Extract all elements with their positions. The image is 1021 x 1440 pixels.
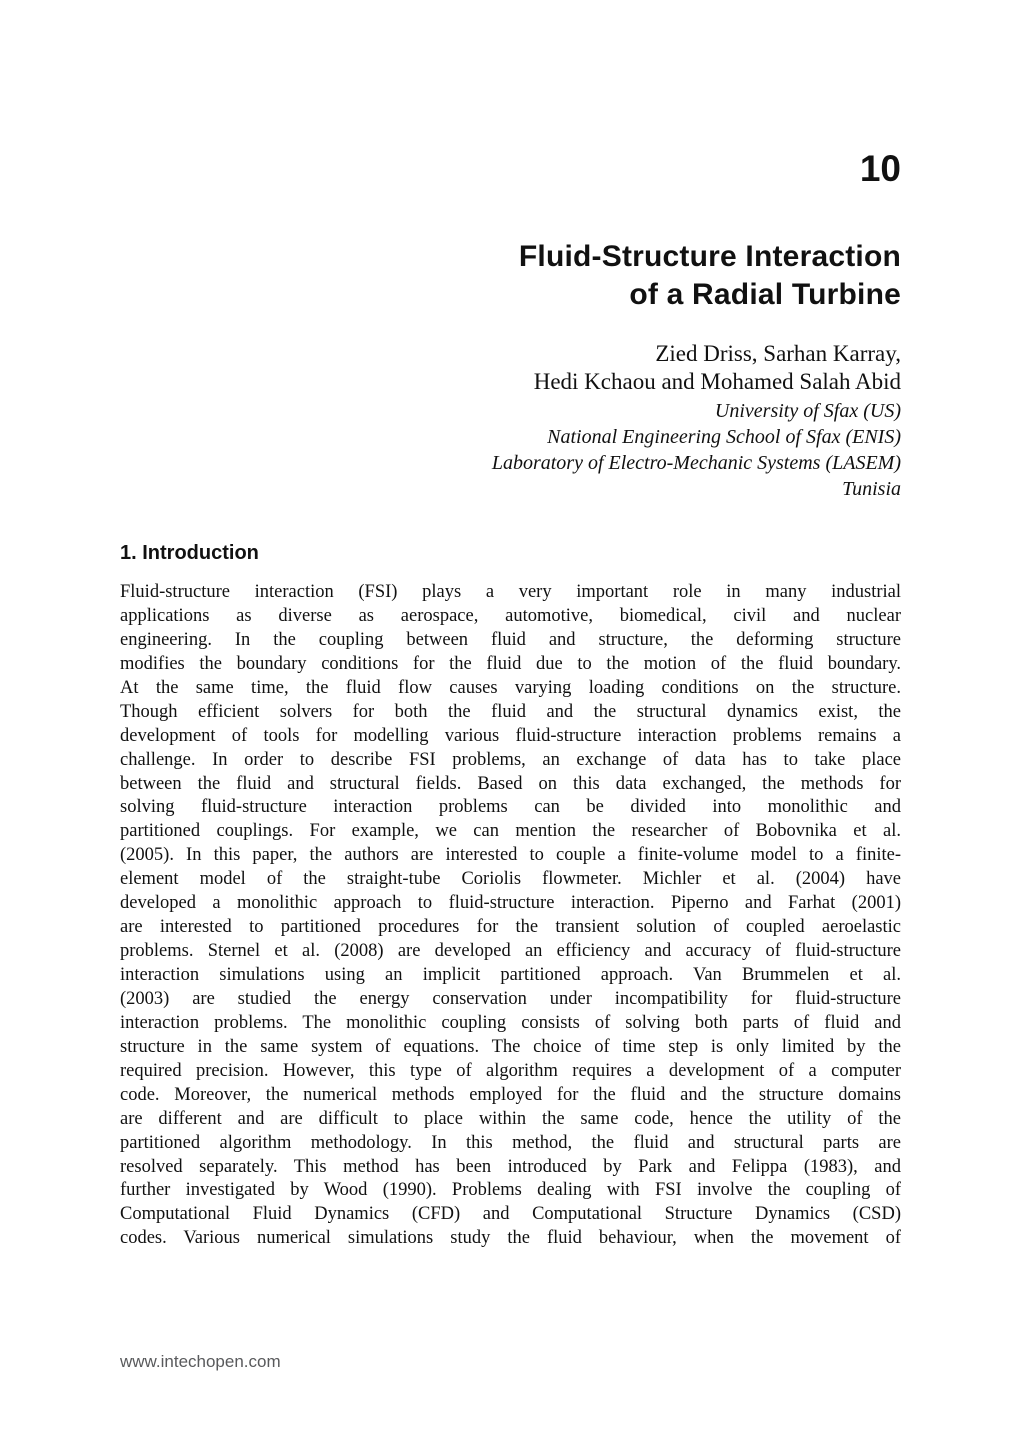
paragraph-line: are different and are difficult to place within the same code, hence the utility of the (120, 1108, 901, 1129)
paragraph-line: resolved separately. This method has been introduced by Park and Felippa (1983), and (120, 1156, 901, 1177)
affiliation-list (120, 398, 901, 502)
chapter-title-line: Fluid-Structure Interaction (518, 240, 901, 273)
introduction-paragraph (120, 581, 901, 1251)
chapter-title-line: of a Radial Turbine (629, 278, 901, 311)
affiliation-line: National Engineering School of Sfax (ENIS) (547, 426, 901, 448)
paragraph-line: At the same time, the fluid flow causes varying loading conditions on the structure. (120, 677, 901, 698)
author-line: Zied Driss, Sarhan Karray, (655, 341, 901, 366)
paragraph-line: are interested to partitioned procedures for the transient solution of coupled aeroelastic (120, 917, 901, 938)
paragraph-line: structure in the same system of equations. The choice of time step is only limited by the (120, 1036, 901, 1057)
paragraph-line: partitioned algorithm methodology. In this method, the fluid and structural parts are (120, 1132, 901, 1153)
paragraph-line: partitioned couplings. For example, we can mention the researcher of Bobovnika et al. (120, 821, 901, 842)
paragraph-line: between the fluid and structural fields. Based on this data exchanged, the methods for (120, 773, 901, 794)
paragraph-line: codes. Various numerical simulations study the fluid behaviour, when the movement of (120, 1228, 901, 1249)
paragraph-line: (2005). In this paper, the authors are interested to couple a finite-volume model to a finite- (120, 845, 901, 866)
footer-link[interactable]: www.intechopen.com (120, 1352, 281, 1371)
paragraph-line: development of tools for modelling various fluid-structure interaction problems remains a (120, 725, 901, 746)
paragraph-line: Though efficient solvers for both the fluid and the structural dynamics exist, the (120, 701, 901, 722)
paragraph-line: engineering. In the coupling between fluid and structure, the deforming structure (120, 629, 901, 650)
paragraph-line: interaction problems. The monolithic coupling consists of solving both parts of fluid and (120, 1012, 901, 1033)
section-heading-introduction: 1. Introduction (120, 542, 259, 564)
paragraph-line: problems. Sternel et al. (2008) are developed an efficiency and accuracy of fluid-structure (120, 941, 901, 962)
chapter-number: 10 (859, 148, 901, 189)
affiliation-line: Laboratory of Electro-Mechanic Systems (LASEM) (491, 452, 901, 474)
chapter-title (120, 238, 901, 314)
paragraph-line: Fluid-structure interaction (FSI) plays a very important role in many industrial (120, 582, 901, 602)
paragraph-line: element model of the straight-tube Coriolis flowmeter. Michler et al. (2004) have (120, 869, 901, 890)
paragraph-line: solving fluid-structure interaction problems can be divided into monolithic and (120, 797, 901, 818)
paragraph-line: Computational Fluid Dynamics (CFD) and Computational Structure Dynamics (CSD) (120, 1204, 901, 1225)
paragraph-line: applications as diverse as aerospace, automotive, biomedical, civil and nuclear (120, 605, 901, 626)
paragraph-line: (2003) are studied the energy conservation under incompatibility for fluid-structure (120, 988, 901, 1009)
paragraph-line: required precision. However, this type of algorithm requires a development of a computer (120, 1060, 901, 1081)
author-list (120, 340, 901, 396)
paragraph-line: challenge. In order to describe FSI problems, an exchange of data has to take place (120, 749, 901, 770)
paragraph-line: interaction simulations using an implicit partitioned approach. Van Brummelen et al. (120, 965, 901, 985)
paragraph-line: developed a monolithic approach to fluid-structure interaction. Piperno and Farhat (2001) (120, 893, 901, 914)
affiliation-line: University of Sfax (US) (714, 400, 901, 422)
paragraph-line: code. Moreover, the numerical methods employed for the fluid and the structure domains (120, 1084, 901, 1105)
paragraph-line: modifies the boundary conditions for the fluid due to the motion of the fluid boundary. (120, 653, 901, 674)
affiliation-line: Tunisia (842, 478, 901, 500)
paragraph-line: further investigated by Wood (1990). Problems dealing with FSI involve the coupling of (120, 1180, 901, 1201)
author-line: Hedi Kchaou and Mohamed Salah Abid (533, 369, 901, 394)
